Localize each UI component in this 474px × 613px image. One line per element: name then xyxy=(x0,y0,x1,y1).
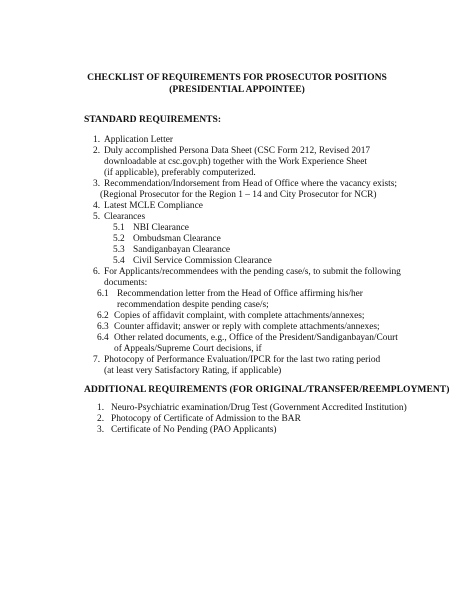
sub-item-text: Recommendation letter from the Head of Office affirming his/her xyxy=(117,289,363,299)
sub-item-text: Counter affidavit; answer or reply with complete attachments/annexes; xyxy=(114,322,380,332)
list-item-number: 2. xyxy=(93,146,101,156)
sub-item-text: Ombudsman Clearance xyxy=(133,234,221,244)
list-item-text: Clearances xyxy=(104,212,146,222)
list-item-text: Photocopy of Performance Evaluation/IPCR for the last two rating period xyxy=(104,355,381,365)
document-title-line2: (PRESIDENTIAL APPOINTEE) xyxy=(169,84,305,95)
sub-item-number: 5.3 xyxy=(113,245,125,255)
sub-item-number: 6.2 xyxy=(97,311,109,321)
sub-item-number: 5.2 xyxy=(113,234,125,244)
standard-requirements-heading: STANDARD REQUIREMENTS: xyxy=(84,114,222,125)
list-item-number: 6. xyxy=(93,267,101,277)
sub-item-number: 5.4 xyxy=(113,256,125,266)
list-item-text: documents: xyxy=(104,278,148,288)
list-item-text: For Applicants/recommendees with the pending case/s, to submit the following xyxy=(104,267,401,277)
list-item-text: (at least very Satisfactory Rating, if applicable) xyxy=(104,366,282,376)
sub-item-text: recommendation despite pending case/s; xyxy=(117,300,269,310)
sub-item-text: Civil Service Commission Clearance xyxy=(133,256,272,266)
list-item-text: Neuro-Psychiatric examination/Drug Test (Government Accredited Institution) xyxy=(111,403,407,413)
sub-item-number: 6.3 xyxy=(97,322,109,332)
sub-item-number: 6.1 xyxy=(97,289,109,299)
list-item-number: 7. xyxy=(93,355,101,365)
list-item-number: 3. xyxy=(93,179,101,189)
list-item-text: Photocopy of Certificate of Admission to the BAR xyxy=(111,414,301,424)
list-item-text: Recommendation/Indorsement from Head of Office where the vacancy exists; xyxy=(104,179,397,189)
sub-item-text: Copies of affidavit complaint, with complete attachments/annexes; xyxy=(114,311,365,321)
list-item-text: Application Letter xyxy=(104,135,173,145)
list-item-number: 1. xyxy=(97,403,105,413)
list-item-text: Latest MCLE Compliance xyxy=(104,201,203,211)
sub-item-number: 5.1 xyxy=(113,223,125,233)
document-title-line1: CHECKLIST OF REQUIREMENTS FOR PROSECUTOR POSITIONS xyxy=(87,72,387,83)
list-item-number: 1. xyxy=(93,135,101,145)
list-item-number: 4. xyxy=(93,201,101,211)
list-item-text: Duly accomplished Persona Data Sheet (CSC Form 212, Revised 2017 xyxy=(104,146,371,156)
list-item-text: Certificate of No Pending (PAO Applicants) xyxy=(111,425,277,435)
list-item-text: downloadable at csc.gov.ph) together with the Work Experience Sheet xyxy=(104,157,367,167)
sub-item-text: NBI Clearance xyxy=(133,223,189,233)
list-item-text: (Regional Prosecutor for the Region 1 – 14 and City Prosecutor for NCR) xyxy=(100,190,377,200)
sub-item-text: of Appeals/Supreme Court decisions, if xyxy=(114,344,262,354)
sub-item-number: 6.4 xyxy=(97,333,109,343)
sub-item-text: Sandiganbayan Clearance xyxy=(133,245,231,255)
list-item-number: 2. xyxy=(97,414,105,424)
sub-item-text: Other related documents, e.g., Office of the President/Sandiganbayan/Court xyxy=(114,333,398,343)
list-item-text: (if applicable), preferably computerized. xyxy=(104,168,256,178)
list-item-number: 3. xyxy=(97,425,105,435)
list-item-number: 5. xyxy=(93,212,101,222)
additional-requirements-heading: ADDITIONAL REQUIREMENTS (FOR ORIGINAL/TRANSFER/REEMPLOYMENT) xyxy=(84,384,450,395)
